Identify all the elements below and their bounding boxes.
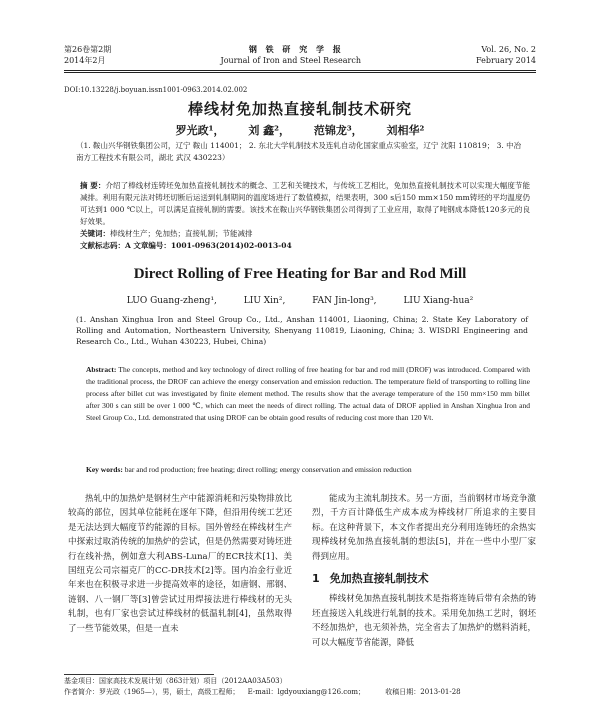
body-paragraph: 棒线材免加热直接轧制技术是指将连铸后带有余热的铸坯直接送入轧线进行轧制的技术。采用免加热工艺时，钢坯不经加热炉，也无须补热，完全省去了加热炉的燃料消耗，可以大幅度节省能源，降低 [312, 594, 536, 648]
authors-en [0, 296, 600, 306]
section-title: 免加热直接轧制技术 [329, 572, 429, 586]
footnote-rule [64, 674, 214, 675]
date-cn: 2014年2月 [64, 56, 106, 65]
abstract-en-text: The concepts, method and key technology of direct rolling of free heating for bar and rod mill (DROF) was introduced. Compared with the traditional process, the DROF can achieve the energy conservation and emission reduction. The temperature field of transporting to rolling line process after billet cut was investigated by finite element method. The results show that the average temperature of the 150 mm×150 mm billet after 300 s can still be over 1 000 ℃, which can meet the needs of direct rolling. The actual data of DROF applied in Anshan Xinghua Iron and Steel Group Co., Ltd. demonstrated that using DROF can be obtain good results of reducing cost more than 120 ¥/t. [86, 365, 530, 422]
fund-note: 基金项目：国家高技术发展计划（863计划）项目（2012AA03A503） [64, 677, 287, 685]
doi: DOI:10.13228/j.boyuan.issn1001-0963.2014.02.002 [64, 86, 248, 94]
section-heading-1 [312, 572, 536, 586]
keywords-cn-label: 关键词： [80, 229, 110, 238]
body-paragraph: 能成为主流轧制技术。另一方面，当前钢材市场竞争激烈，千方百计降低生产成本成为棒线材厂所追求的主要目标。在这种背景下，本文作者提出充分利用连铸坯的余热实现棒线材免加热直接轧制的想法[5]，并在一些中小型厂家得到应用。 [312, 494, 536, 562]
keywords-en-block [86, 464, 530, 475]
body-paragraph: 热轧中的加热炉是钢材生产中能源消耗和污染物排放比较高的部位，因其单位能耗在逐年下降，但沿用传统工艺还是无法达到大幅度节约能源的目标。国外曾经在棒线材生产中探索过取消传统的加热炉的尝试，但是仍然需要对铸坯进行在线补热，例如意大利ABS-Luna厂的ECR技术[1]、美国纽克公司宗福克厂的CC-DR技术[2]等。国内冶金行业近年来也在积极寻求进一步提高效率的途径，如唐钢、邢钢、涟钢、八一钢厂等[3]曾尝试过用焊接法进行棒线材的无头轧制，也有厂家也尝试过棒线材的低温轧制[4]，虽然取得了一些节能效果，但是一直未 [68, 494, 292, 634]
author-en-1: LUO Guang-zheng¹, [126, 296, 217, 306]
author-cn-2: 刘 鑫²， [248, 124, 290, 137]
header-rule [64, 70, 536, 71]
body-column-right [312, 492, 536, 650]
author-cn-3: 范锦龙³， [313, 124, 363, 137]
author-cn-1: 罗光政¹， [175, 124, 225, 137]
abstract-cn-block [80, 180, 530, 252]
author-en-4: LIU Xiang-hua² [403, 296, 474, 306]
author-en-2: LIU Xin², [243, 296, 286, 306]
title-en: Direct Rolling of Free Heating for Bar and Rod Mill [133, 266, 467, 282]
affiliations-en: (1. Anshan Xinghua Iron and Steel Group Co., Ltd., Anshan 114001, Liaoning, China; 2. State Key Laboratory of Rolling and Automation, Northeastern University, Shenyang 110819, Liaoning, China; 3. WISDRI Engineering and Research Co., Ltd., Wuhan 430223, Hubei, China) [76, 315, 528, 346]
author-bio: 作者简介：罗光政（1965—），男，硕士，高级工程师； [64, 688, 240, 696]
author-note [64, 687, 536, 698]
received-date: 收稿日期：2013-01-28 [385, 688, 461, 696]
header-rule-2 [64, 72, 536, 73]
abstract-en-block [86, 364, 530, 424]
volume-cn: 第26卷第2期 [64, 45, 112, 54]
footnotes [64, 676, 536, 698]
title-cn: 棒线材免加热直接轧制技术研究 [187, 100, 412, 118]
date-en: February 2014 [476, 56, 536, 65]
keywords-cn: 棒线材生产；免加热；直接轧制；节能减排 [110, 229, 253, 238]
abstract-cn-text: 介绍了棒线材连铸坯免加热直接轧制技术的概念、工艺和关键技术，与传统工艺相比，免加热直接轧制技术可以实现大幅度节能减排。利用有限元法对铸坯切断后运送到轧制期间的温度场进行了数值模拟，结果表明，300 s后150 mm×150 mm铸坯的平均温度仍可达到1 000 ℃以上，可以满足直接轧制的需要。该技术在鞍山兴华钢铁集团公司得到了工业应用，取得了吨钢成本降低120多元的良好效果。 [80, 181, 530, 226]
affiliations-cn: （1. 鞍山兴华钢铁集团公司，辽宁 鞍山 114001； 2. 东北大学轧制技术及连轧自动化国家重点实验室，辽宁 沈阳 110819； 3. 中冶南方工程技术有限公司，湖北 武汉 430223） [76, 141, 522, 162]
volume-en: Vol. 26, No. 2 [481, 45, 536, 54]
keywords-en-label: Key words: [86, 465, 123, 474]
abstract-en-label: Abstract: [86, 365, 117, 374]
authors-cn [0, 122, 600, 138]
author-en-3: FAN Jin-long³, [312, 296, 377, 306]
journal-name-cn: 钢 铁 研 究 学 报 [248, 44, 344, 54]
journal-header [64, 44, 536, 66]
journal-name-en: Journal of Iron and Steel Research [220, 56, 361, 65]
abstract-cn-label: 摘 要： [80, 181, 106, 190]
keywords-en: bar and rod production; free heating; direct rolling; energy conservation and emission reduction [124, 465, 412, 474]
classification-cn: 文献标志码：A 文章编号：1001-0963(2014)02-0013-04 [80, 241, 292, 250]
section-number: 1 [312, 572, 320, 586]
body-column-left [68, 492, 292, 636]
author-cn-4: 刘相华² [386, 124, 425, 137]
author-email: E-mail：lgdyouxiang@126.com； [247, 688, 366, 696]
